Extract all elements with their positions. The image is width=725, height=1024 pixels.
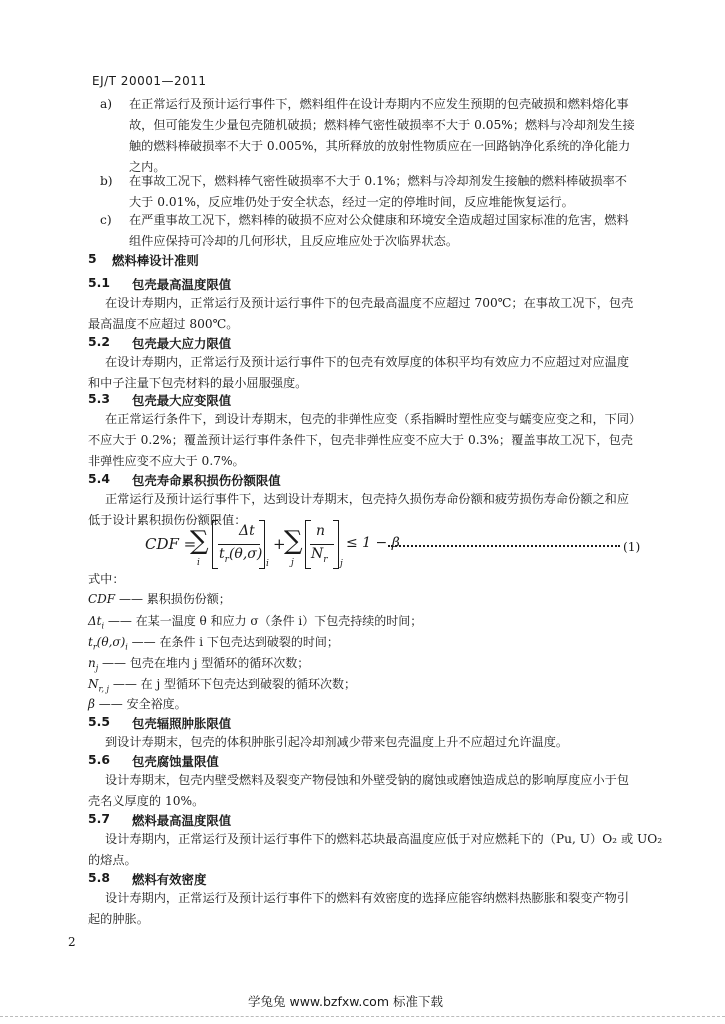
section-5-8-line-1: 设计寿期内，正常运行及预计运行事件下的燃料有效密度的选择应能容纳燃料热膨胀和裂变产物引 bbox=[105, 891, 630, 905]
list-item-c-line-2: 组件应保持可冷却的几何形状，且反应堆应处于次临界状态。 bbox=[129, 234, 459, 248]
equation-lhs: CDF = bbox=[145, 535, 197, 553]
section-5-6-line-2: 壳名义厚度的 10%。 bbox=[88, 794, 205, 808]
where-label: 式中： bbox=[88, 572, 125, 586]
section-5-title: 燃料棒设计准则 bbox=[112, 253, 199, 268]
section-5-4-line-1: 正常运行及预计运行事件下，达到设计寿期末，包壳持久损伤寿命份额和疲劳损伤寿命份额之和应 bbox=[105, 492, 630, 506]
list-label-b: b) bbox=[100, 174, 113, 188]
def-delta-t: $\Delta t_i$ —— 在某一温度 θ 和应力 σ（条件 i）下包壳持续的时间； bbox=[88, 614, 423, 631]
section-5-2-line-1: 在设计寿期内，正常运行及预计运行事件下的包壳有效厚度的体积平均有效应力不应超过对应温度 bbox=[105, 355, 630, 369]
section-5-4-number: 5.4 bbox=[88, 471, 110, 486]
fraction-1-bar bbox=[218, 544, 260, 545]
section-5-7-line-2: 的熔点。 bbox=[88, 853, 137, 867]
fraction-2-bar bbox=[310, 544, 334, 545]
section-5-4-line-2: 低于设计累积损伤份额限值： bbox=[88, 513, 247, 527]
bracket-2-index-j: j bbox=[340, 559, 343, 569]
section-5-5-title: 包壳辐照肿胀限值 bbox=[132, 716, 232, 731]
section-5-1-line-2: 最高温度不应超过 800℃。 bbox=[88, 317, 239, 331]
fraction-1-denominator: $t_r(\theta,\sigma)$ bbox=[219, 546, 263, 565]
section-5-6-line-1: 设计寿期末，包壳内壁受燃料及裂变产物侵蚀和外壁受钠的腐蚀或磨蚀造成总的影响厚度应小于包 bbox=[105, 773, 630, 787]
list-item-a-line-2: 故，但可能发生少量包壳随机破损；燃料棒气密性破损率不大于 0.05%；燃料与冷却剂发生接 bbox=[129, 118, 635, 132]
section-5-8-number: 5.8 bbox=[88, 870, 110, 885]
def-rupture-cycles: $N_{r, j}$ —— 在 j 型循环下包壳达到破裂的循环次数； bbox=[88, 677, 357, 694]
fraction-2-numerator: n bbox=[316, 523, 326, 539]
list-label-a: a) bbox=[100, 97, 113, 111]
plus-sign: + bbox=[273, 535, 286, 553]
section-5-6-number: 5.6 bbox=[88, 752, 110, 767]
list-item-b-line-2: 大于 0.01%，反应堆仍处于安全状态，经过一定的停堆时间，反应堆能恢复运行。 bbox=[129, 195, 574, 209]
list-item-a-line-4: 之内。 bbox=[129, 160, 166, 174]
section-5-8-line-2: 起的肿胀。 bbox=[88, 912, 149, 926]
list-item-a-line-1: 在正常运行及预计运行事件下，燃料组件在设计寿期内不应发生预期的包壳破损和燃料熔化事 bbox=[129, 97, 629, 111]
section-5-7-number: 5.7 bbox=[88, 811, 110, 826]
section-5-1-title: 包壳最高温度限值 bbox=[132, 277, 232, 292]
section-5-1-line-1: 在设计寿期内，正常运行及预计运行事件下的包壳最高温度不应超过 700℃；在事故工况下，包壳 bbox=[105, 296, 634, 310]
sum-symbol-i: ∑ bbox=[190, 526, 209, 556]
fraction-2-denominator: $N_r$ bbox=[311, 546, 328, 565]
section-5-5-line-1: 到设计寿期末，包壳的体积肿胀引起冷却剂减少带来包壳温度上升不应超过允许温度。 bbox=[105, 735, 569, 749]
bracket-right-1 bbox=[259, 520, 265, 569]
sum-index-j: j bbox=[291, 558, 294, 568]
def-rupture-time: $t_r(\theta,\sigma)_i$ —— 在条件 i 下包壳达到破裂的时间； bbox=[88, 635, 339, 652]
equation-number: (1) bbox=[623, 540, 641, 554]
def-n-cycles: $n_j$ —— 包壳在堆内 j 型循环的循环次数； bbox=[88, 656, 310, 673]
section-5-2-number: 5.2 bbox=[88, 334, 110, 349]
section-5-7-title: 燃料最高温度限值 bbox=[132, 813, 232, 828]
section-5-4-title: 包壳寿命累积损伤份额限值 bbox=[132, 473, 281, 488]
section-5-2-title: 包壳最大应力限值 bbox=[132, 336, 232, 351]
section-5-7-line-1: 设计寿期内，正常运行及预计运行事件下的燃料芯块最高温度应低于对应燃耗下的（Pu, U）O₂ 或 UO₂ bbox=[105, 832, 663, 846]
section-5-3-number: 5.3 bbox=[88, 391, 110, 406]
section-5-3-line-2: 不应大于 0.2%；覆盖预计运行事件条件下，包壳非弹性应变不应大于 0.3%；覆盖事故工况下，包壳 bbox=[88, 433, 633, 447]
list-label-c: c) bbox=[100, 213, 112, 227]
sum-symbol-j: ∑ bbox=[284, 526, 303, 556]
section-5-6-title: 包壳腐蚀量限值 bbox=[132, 754, 219, 769]
def-cdf: CDF —— 累积损伤份额； bbox=[88, 592, 231, 606]
equation-leader-dots bbox=[388, 545, 620, 547]
section-5-2-line-2: 和中子注量下包壳材料的最小屈服强度。 bbox=[88, 376, 308, 390]
def-beta: β —— 安全裕度。 bbox=[88, 697, 187, 711]
section-5-3-line-1: 在正常运行条件下，到设计寿期末，包壳的非弹性应变（系指瞬时塑性应变与蠕变应变之和，下同） bbox=[105, 412, 642, 426]
fraction-1-numerator: Δt bbox=[239, 523, 255, 539]
section-5-number: 5 bbox=[88, 251, 97, 266]
section-5-3-line-3: 非弹性应变不应大于 0.7%。 bbox=[88, 454, 245, 468]
document-header: EJ/T 20001—2011 bbox=[92, 74, 207, 88]
section-5-5-number: 5.5 bbox=[88, 714, 110, 729]
bracket-1-index-i: i bbox=[266, 559, 269, 569]
sum-index-i: i bbox=[197, 558, 200, 568]
section-5-1-number: 5.1 bbox=[88, 275, 110, 290]
list-item-a-line-3: 触的燃料棒破损率不大于 0.005%，其所释放的放射性物质应在一回路钠净化系统的净化能力 bbox=[129, 139, 631, 153]
section-5-3-title: 包壳最大应变限值 bbox=[132, 393, 232, 408]
list-item-b-line-1: 在事故工况下，燃料棒气密性破损率不大于 0.1%；燃料与冷却剂发生接触的燃料棒破损率不 bbox=[129, 174, 627, 188]
page-number: 2 bbox=[68, 935, 76, 949]
equation-rhs: ≤ 1 − β bbox=[346, 535, 400, 551]
footer-watermark: 学兔兔 www.bzfxw.com 标准下载 bbox=[248, 994, 443, 1009]
section-5-8-title: 燃料有效密度 bbox=[132, 872, 207, 887]
bracket-right-2 bbox=[333, 520, 339, 569]
list-item-c-line-1: 在严重事故工况下，燃料棒的破损不应对公众健康和环境安全造成超过国家标准的危害，燃料 bbox=[129, 213, 629, 227]
page-bottom-edge bbox=[0, 1016, 725, 1017]
